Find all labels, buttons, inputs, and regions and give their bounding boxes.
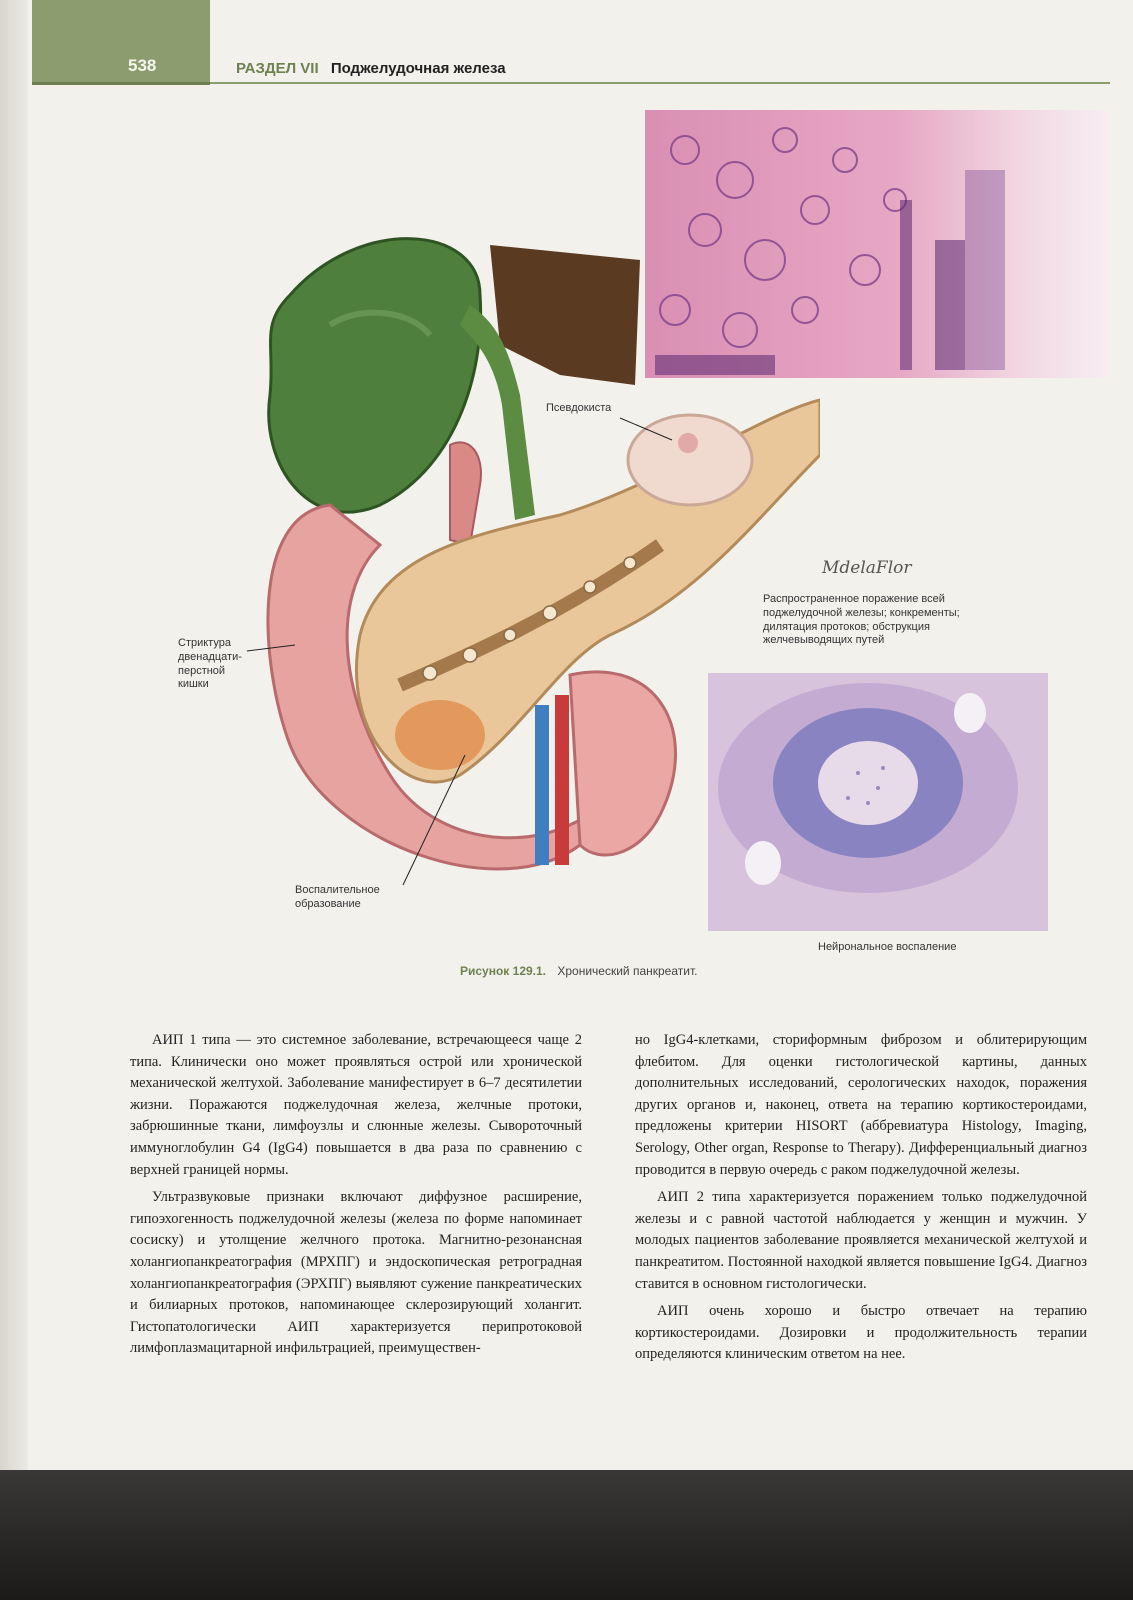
caption-text: Хронический панкреатит. [557, 964, 698, 978]
label-pseudocyst: Псевдокиста [546, 402, 612, 414]
running-head [236, 60, 506, 77]
figure-caption [460, 964, 697, 978]
paragraph: но IgG4-клетками, сториформным фиброзом и облитерирующим флебитом. Для оценки гистологической картины, данных дополнительных исследований, серологических находок, поражения других органов и, наконец, ответа на терапию кортикостероидами, предложены критерии HISORT (аббревиатура Histology, Imaging, Serology, Other organ, Response to Therapy). Дифференциальный диагноз проводится в первую очередь с раком поджелудочной железы. [635, 1032, 1087, 1178]
label-line: дилятация протоков; обструкция [763, 620, 930, 633]
paragraph: АИП 1 типа — это системное заболевание, встречающееся чаще 2 типа. Клинически оно может проявляться острой или хронической механической желтухой. Заболевание манифестирует в 6–7 десятилетии жизни. Поражаются поджелудочная железа, желчные протоки, забрюшинные ткани, лимфоузлы и слюнные железы. Сывороточный иммуноглобулин G4 (IgG4) повышается в два раза по сравнению с верхней границей нормы. [130, 1032, 582, 1178]
paragraph: АИП очень хорошо и быстро отвечает на терапию кортикостероидами. Дозировки и продолжительность терапии определяются клиническим ответом на нее. [635, 1303, 1087, 1363]
label-line: Распространенное поражение всей [763, 593, 945, 605]
label-diffuse-involvement [763, 593, 960, 648]
label-neuronal-inflammation: Нейрональное воспаление [818, 941, 957, 953]
page-bottom-shadow [0, 1470, 1133, 1600]
chapter-title: Поджелудочная железа [330, 60, 506, 77]
label-line: образование [295, 897, 361, 910]
label-line: Стриктура [178, 637, 231, 649]
page-gutter-shadow [0, 0, 28, 1600]
paragraph: АИП 2 типа характеризуется поражением только поджелудочной железы и с равной частотой наблюдается у женщин и мужчин. У молодых пациентов заболевание проявляется механической желтухой и панкреатитом. Постоянной находкой является повышение IgG4. Диагноз ставится в основном гистологически. [635, 1189, 1087, 1292]
label-line: желчевыводящих путей [763, 634, 885, 647]
label-line: Воспалительное [295, 884, 380, 896]
caption-number: Рисунок 129.1. [460, 964, 547, 978]
artist-signature: MdelaFlor [822, 558, 912, 578]
label-line: поджелудочной железы; конкременты; [763, 606, 960, 619]
paragraph: Ультразвуковые признаки включают диффузное расширение, гипоэхогенность поджелудочной железы (железа по форме напоминает сосиску) и утолщение желчного протока. Магнитно-резонансная холангиопанкреатография (МРХПГ) и эндоскопическая ретроградная холангиопанкреатография (ЭРХПГ) выявляют сужение панкреатических и билиарных протоков, напоминающее склерозирующий холангит. Гистопатологически АИП характеризуется перипротоковой лимфоплазмацитарной инфильтрацией, преимуществен- [130, 1189, 582, 1357]
label-inflammatory-mass [295, 884, 380, 912]
header-tab [32, 0, 210, 85]
text-column-right [635, 1030, 1087, 1372]
label-duodenal-stricture [178, 637, 242, 692]
label-line: кишки [178, 678, 209, 691]
section-label: РАЗДЕЛ VII [236, 60, 319, 77]
header-rule [210, 82, 1110, 84]
label-line: двенадцати- [178, 650, 242, 663]
page-number: 538 [128, 56, 157, 75]
text-column-left [130, 1030, 582, 1366]
histology-micrograph-bottom [708, 673, 1048, 931]
label-line: перстной [178, 664, 226, 677]
